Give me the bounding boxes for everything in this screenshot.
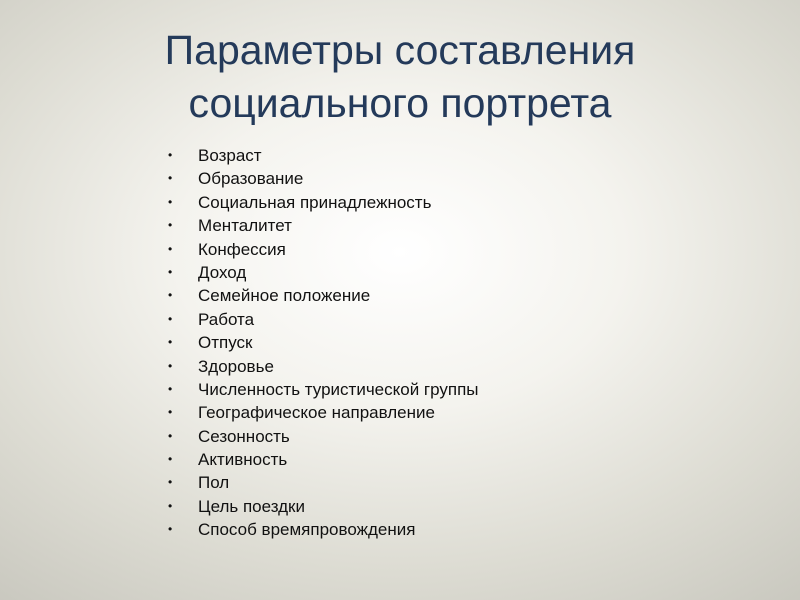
bullet-icon: • (168, 171, 173, 186)
bullet-icon: • (168, 428, 173, 443)
bullet-icon: • (168, 381, 173, 396)
list-item-text: Пол (198, 473, 230, 493)
list-item-text: Социальная принадлежность (198, 192, 432, 212)
bullet-icon: • (168, 264, 173, 279)
bullet-icon: • (168, 452, 173, 467)
bullet-icon: • (168, 358, 173, 373)
list-item-text: Доход (198, 262, 247, 282)
list-item-text: Способ времяпровождения (198, 520, 416, 540)
list-item-text: Цель поездки (198, 496, 305, 516)
list-item-text: Образование (198, 169, 304, 189)
bullet-icon: • (168, 241, 173, 256)
list-item-text: Работа (198, 309, 255, 329)
list-item-text: Возраст (198, 146, 262, 165)
bullet-icon: • (168, 218, 173, 233)
list-item-text: Сезонность (198, 426, 290, 446)
list-item-text: Активность (198, 450, 288, 470)
bullet-icon: • (168, 498, 173, 513)
slide-title-line-1: Параметры составления (164, 27, 636, 73)
list-item-text: Семейное положение (198, 286, 371, 306)
list-item-text: Конфессия (198, 239, 286, 259)
bullet-icon: • (168, 288, 173, 303)
bullet-icon: • (168, 475, 173, 490)
bullet-icon: • (168, 194, 173, 209)
list-item-text: Менталитет (198, 216, 292, 236)
bullet-icon: • (168, 405, 173, 420)
list-item-text: Географическое направление (198, 403, 435, 423)
list-item-text: Отпуск (198, 333, 253, 353)
slide-title-line-2: социального портрета (188, 80, 612, 126)
list-item-text: Численность туристической группы (198, 379, 479, 399)
bullet-icon: • (168, 335, 173, 350)
bullet-icon: • (168, 148, 173, 162)
list-item-text: Здоровье (198, 356, 274, 376)
bullet-icon: • (168, 522, 173, 537)
bullet-icon: • (168, 311, 173, 326)
slide-title (0, 24, 800, 130)
